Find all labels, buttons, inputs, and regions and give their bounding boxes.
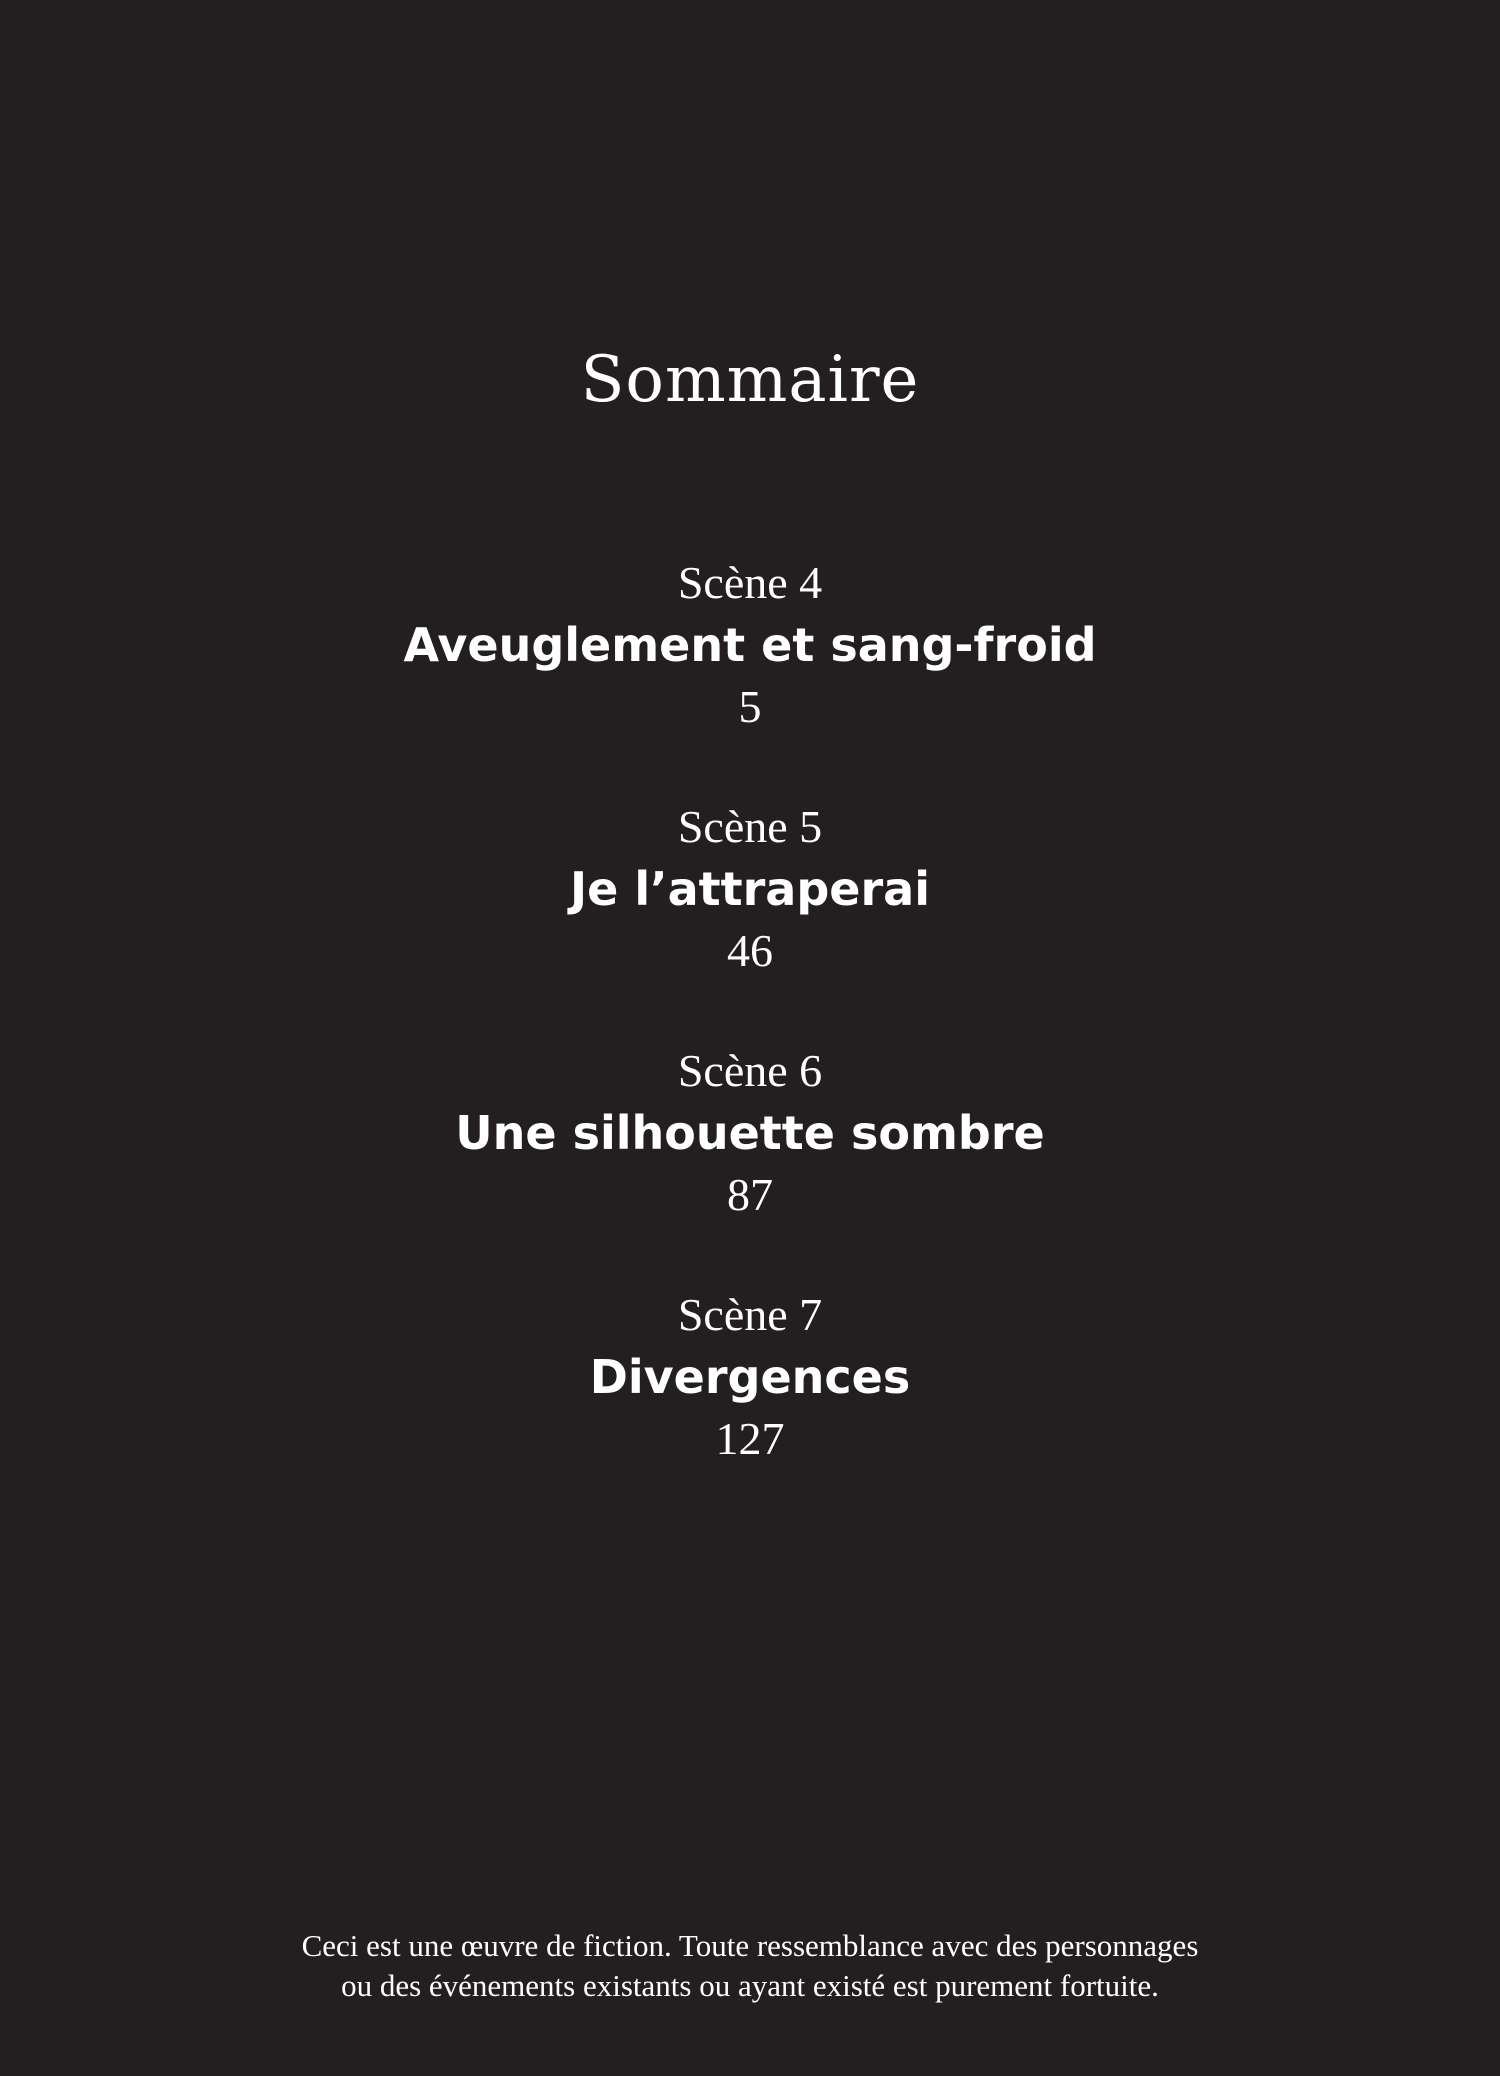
scene-label: Scène 5 <box>677 801 823 852</box>
chapter-title: Je l’attraperai <box>570 862 930 916</box>
toc-entry[interactable] <box>0 1040 1500 1284</box>
scene-label: Scène 4 <box>677 557 823 608</box>
chapter-title: Divergences <box>589 1350 911 1404</box>
toc-entry[interactable] <box>0 1284 1500 1528</box>
page-number: 5 <box>738 681 762 732</box>
toc-entry[interactable] <box>0 552 1500 796</box>
scene-label: Scène 7 <box>677 1289 823 1340</box>
chapter-title: Une silhouette sombre <box>455 1106 1045 1160</box>
disclaimer-line: Ceci est une œuvre de fiction. Toute ressemblance avec des personnages <box>301 1928 1199 1963</box>
scene-label: Scène 6 <box>677 1045 823 1096</box>
page-title: Sommaire <box>580 343 920 417</box>
table-of-contents <box>0 552 1500 1528</box>
fiction-disclaimer <box>0 1926 1500 2006</box>
page-number: 46 <box>727 925 773 976</box>
page-number: 127 <box>715 1413 785 1464</box>
page-number: 87 <box>727 1169 773 1220</box>
toc-entry[interactable] <box>0 796 1500 1040</box>
chapter-title: Aveuglement et sang-froid <box>403 618 1097 672</box>
disclaimer-line: ou des événements existants ou ayant existé est purement fortuite. <box>341 1968 1159 2003</box>
